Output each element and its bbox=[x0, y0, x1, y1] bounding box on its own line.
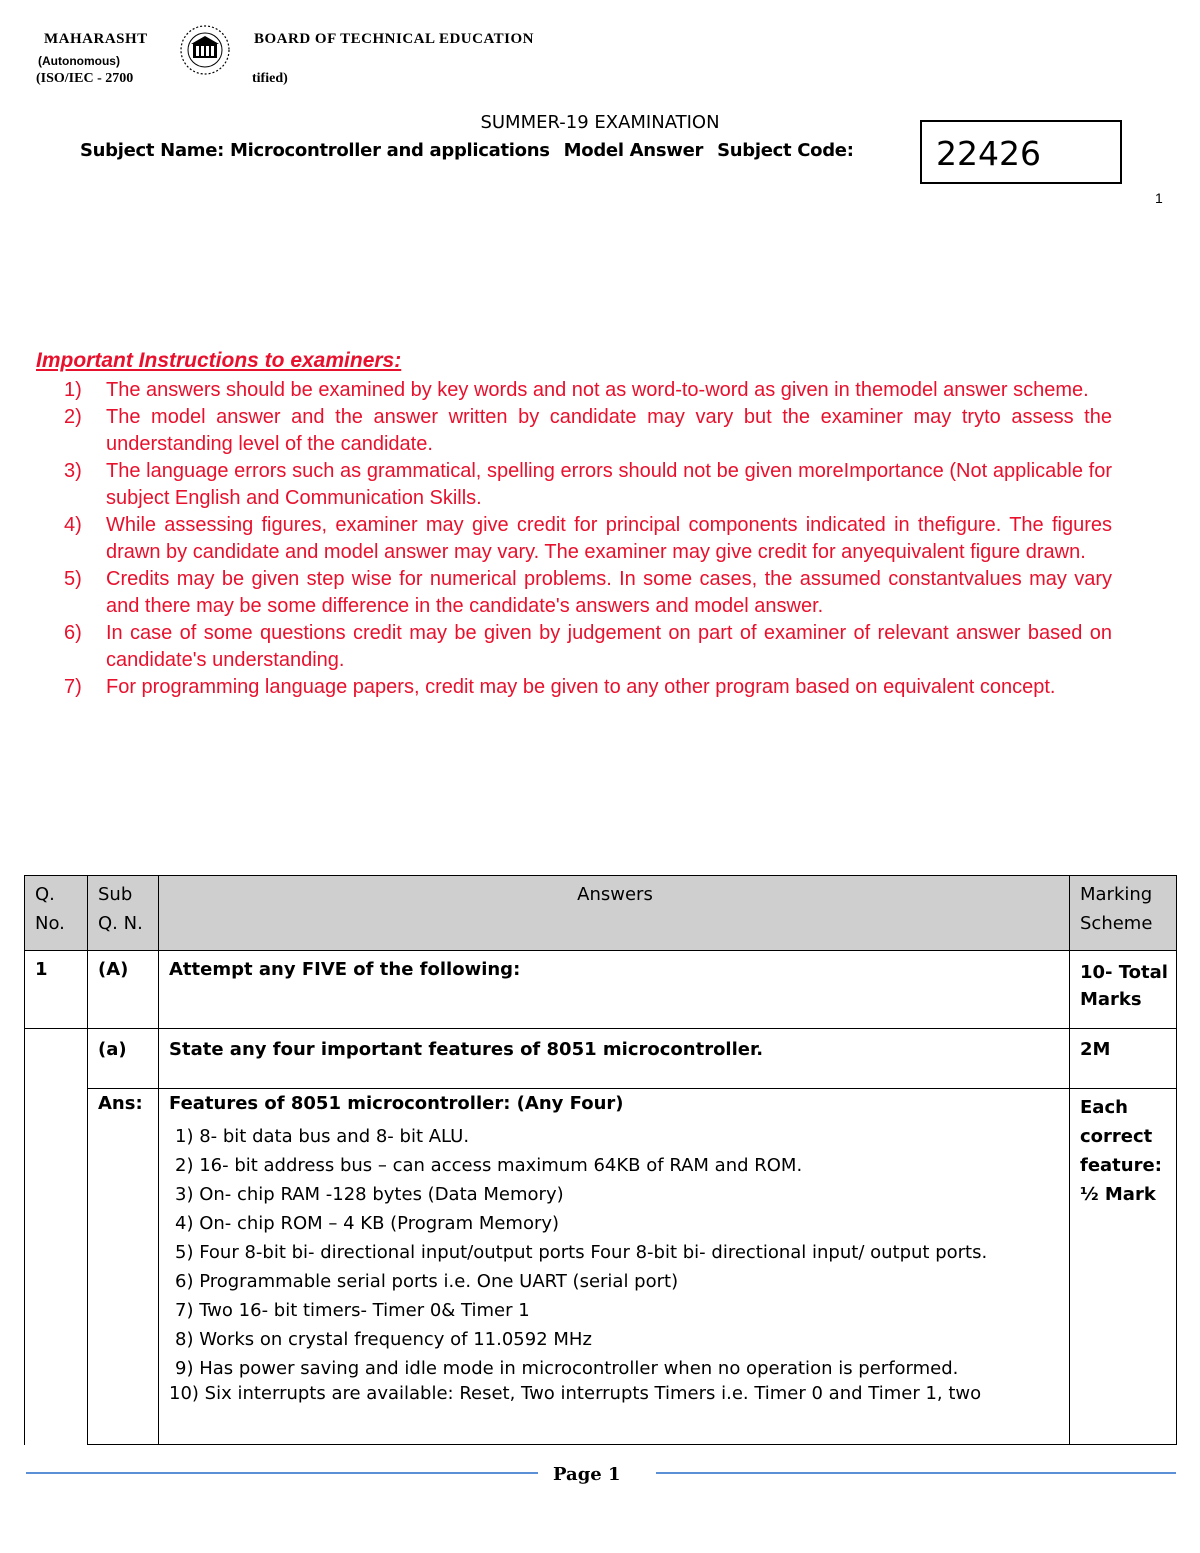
row2-marks: 2M bbox=[1070, 1029, 1177, 1089]
row2-subq: (a) bbox=[88, 1029, 159, 1089]
footer-rule-right bbox=[656, 1472, 1176, 1474]
board-name-right: BOARD OF TECHNICAL EDUCATION bbox=[254, 31, 535, 47]
subject-line bbox=[80, 140, 868, 161]
table-row bbox=[25, 951, 1177, 1029]
header-subq-line2: Q. N. bbox=[98, 913, 143, 934]
instruction-text: The language errors such as grammatical, spelling errors should not be given moreImportance (Not applicable for subject English and Communication Skills. bbox=[106, 460, 1112, 509]
instruction-text: The model answer and the answer written by candidate may vary but the examiner may tryto assess the understanding level of the candidate. bbox=[106, 406, 1112, 455]
answer-table bbox=[24, 875, 1177, 1445]
feature-item: 7) Two 16- bit timers- Timer 0& Timer 1 bbox=[175, 1300, 530, 1321]
row3-marks-line2: correct bbox=[1080, 1126, 1153, 1147]
subject-code-box: 22426 bbox=[920, 120, 1122, 184]
instruction-item bbox=[64, 620, 1112, 674]
instruction-text: Credits may be given step wise for numerical problems. In some cases, the assumed constantvalues may vary and there may be some difference in the candidate's answers and model answer. bbox=[106, 568, 1112, 617]
subject-name: Subject Name: Microcontroller and applications bbox=[80, 140, 550, 161]
row2-answer: State any four important features of 8051 microcontroller. bbox=[159, 1029, 1070, 1089]
instructions-list bbox=[64, 377, 1112, 701]
row3-subq: Ans: bbox=[88, 1089, 159, 1445]
row3-marks bbox=[1070, 1089, 1177, 1445]
feature-item: 10) Six interrupts are available: Reset, Two interrupts Timers i.e. Timer 0 and Timer 1, two bbox=[169, 1383, 982, 1404]
instruction-item bbox=[64, 674, 1112, 701]
feature-item: 9) Has power saving and idle mode in microcontroller when no operation is performed. bbox=[175, 1358, 959, 1379]
header-answers: Answers bbox=[159, 876, 1070, 951]
instruction-item bbox=[64, 377, 1112, 404]
table-row bbox=[25, 1089, 1177, 1445]
subject-code-label: Subject Code: bbox=[717, 140, 854, 161]
footer-rule-left bbox=[26, 1472, 538, 1474]
instruction-item bbox=[64, 404, 1112, 458]
exam-title: SUMMER-19 EXAMINATION bbox=[480, 112, 720, 133]
iso-label-right: tified) bbox=[252, 71, 288, 86]
row3-marks-line1: Each bbox=[1080, 1097, 1128, 1118]
instruction-text: In case of some questions credit may be given by judgement on part of examiner of relevant answer based on candidate's understanding. bbox=[106, 622, 1112, 671]
page-number-top: 1 bbox=[1155, 190, 1163, 206]
feature-item: 3) On- chip RAM -128 bytes (Data Memory) bbox=[175, 1184, 564, 1205]
feature-item: 5) Four 8-bit bi- directional input/output ports Four 8-bit bi- directional input/ output ports. bbox=[175, 1242, 988, 1263]
row3-marks-line4: ½ Mark bbox=[1080, 1184, 1156, 1205]
instruction-text: The answers should be examined by key words and not as word-to-word as given in themodel answer scheme. bbox=[106, 379, 1089, 401]
instructions-heading: Important Instructions to examiners: bbox=[36, 349, 402, 372]
board-name-left: MAHARASHT bbox=[44, 31, 148, 47]
header-qno bbox=[25, 876, 88, 951]
instruction-item bbox=[64, 566, 1112, 620]
feature-item: 4) On- chip ROM – 4 KB (Program Memory) bbox=[175, 1213, 560, 1234]
row1-subq: (A) bbox=[88, 951, 159, 1029]
instruction-number: 5) bbox=[64, 568, 82, 590]
header-subq-line1: Sub bbox=[98, 884, 133, 905]
row1-marks-line1: 10- Total bbox=[1080, 962, 1168, 983]
instruction-item bbox=[64, 458, 1112, 512]
instruction-item bbox=[64, 512, 1112, 566]
row3-answer bbox=[159, 1089, 1070, 1445]
feature-item: 1) 8- bit data bus and 8- bit ALU. bbox=[175, 1126, 470, 1147]
table-header-row bbox=[25, 876, 1177, 951]
autonomous-label: (Autonomous) bbox=[38, 54, 120, 68]
instruction-number: 3) bbox=[64, 460, 82, 482]
instruction-text: While assessing figures, examiner may give credit for principal components indicated in thefigure. The figures drawn by candidate and model answer may vary. The examiner may give credit for anyequivalent figure drawn. bbox=[106, 514, 1112, 563]
row1-qno: 1 bbox=[25, 951, 88, 1029]
header-qno-line2: No. bbox=[35, 913, 65, 934]
header-marking bbox=[1070, 876, 1177, 951]
header-qno-line1: Q. bbox=[35, 884, 55, 905]
table-row bbox=[25, 1029, 1177, 1089]
row1-marks-line2: Marks bbox=[1080, 989, 1142, 1010]
instruction-number: 7) bbox=[64, 676, 82, 698]
board-logo-icon bbox=[172, 24, 238, 76]
header-marking-line2: Scheme bbox=[1080, 913, 1153, 934]
header-marking-line1: Marking bbox=[1080, 884, 1153, 905]
iso-label-left: (ISO/IEC - 2700 bbox=[36, 71, 134, 86]
instruction-number: 6) bbox=[64, 622, 82, 644]
instruction-number: 1) bbox=[64, 379, 82, 401]
instruction-number: 2) bbox=[64, 406, 82, 428]
instruction-text: For programming language papers, credit may be given to any other program based on equivalent concept. bbox=[106, 676, 1056, 698]
row1-answer: Attempt any FIVE of the following: bbox=[159, 951, 1070, 1029]
instruction-number: 4) bbox=[64, 514, 82, 536]
feature-item: 2) 16- bit address bus – can access maximum 64KB of RAM and ROM. bbox=[175, 1155, 803, 1176]
model-answer-label: Model Answer bbox=[563, 140, 704, 161]
row2-qno-empty bbox=[25, 1029, 88, 1445]
features-title: Features of 8051 microcontroller: (Any Four) bbox=[169, 1093, 624, 1114]
header-subq bbox=[88, 876, 159, 951]
feature-item: 8) Works on crystal frequency of 11.0592 MHz bbox=[175, 1329, 592, 1350]
footer-page-label: Page 1 bbox=[553, 1464, 621, 1485]
row1-marks bbox=[1070, 951, 1177, 1029]
row3-marks-line3: feature: bbox=[1080, 1155, 1162, 1176]
feature-item: 6) Programmable serial ports i.e. One UART (serial port) bbox=[175, 1271, 679, 1292]
